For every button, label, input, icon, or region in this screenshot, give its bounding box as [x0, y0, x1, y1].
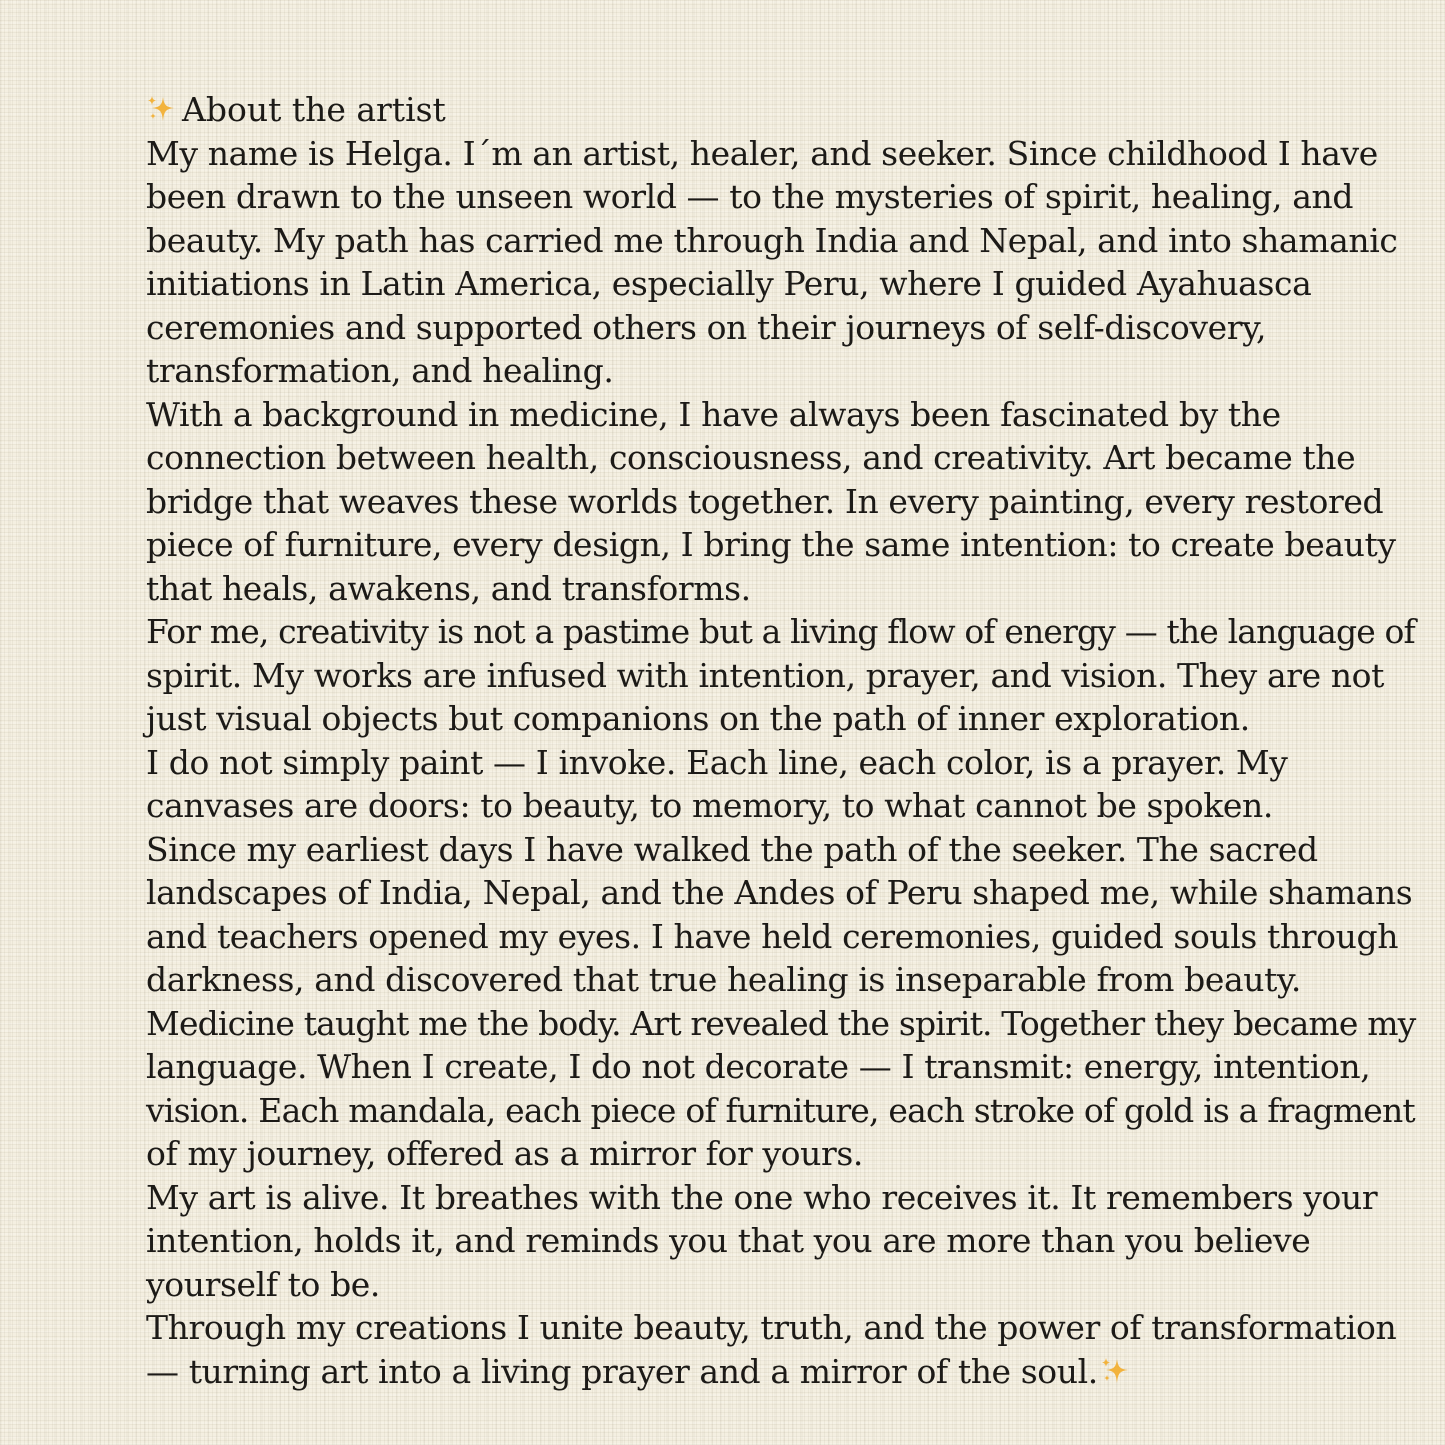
text-line: of my journey, offered as a mirror for yours.	[146, 1134, 863, 1173]
text-line-last	[146, 1350, 1396, 1394]
paragraph-closing	[146, 1306, 1396, 1393]
text-line: darkness, and discovered that true healing is inseparable from beauty.	[146, 960, 1301, 999]
text-line: language. When I create, I do not decorate — I transmit: energy, intention,	[146, 1047, 1371, 1086]
text-line: Through my creations I unite beauty, truth, and the power of transformation	[146, 1308, 1397, 1347]
text-line: and teachers opened my eyes. I have held ceremonies, guided souls through	[146, 916, 1399, 956]
text-line: yourself to be.	[146, 1264, 381, 1304]
text-line: Since my earliest days I have walked the path of the seeker. The sacred	[146, 829, 1318, 869]
sparkles-icon	[146, 94, 176, 124]
text-line: just visual objects but companions on the path of inner exploration.	[146, 699, 1250, 738]
text-line: been drawn to the unseen world — to the mysteries of spirit, healing, and	[146, 177, 1354, 216]
text-line: transformation, and healing.	[146, 351, 614, 390]
about-artist-text	[146, 88, 1416, 1393]
text-line: canvases are doors: to beauty, to memory, to what cannot be spoken.	[146, 786, 1273, 825]
paragraph-invoke	[146, 741, 1396, 828]
text-line: bridge that weaves these worlds together. In every painting, every restored	[146, 481, 1384, 521]
text-line: ceremonies and supported others on their journeys of self-discovery,	[146, 307, 1267, 347]
text-line: piece of furniture, every design, I bring the same intention: to create beauty	[146, 525, 1396, 564]
text-line: spirit. My works are infused with intention, prayer, and vision. They are not	[146, 655, 1384, 695]
text-line: Medicine taught me the body. Art revealed the spirit. Together they became my	[146, 1003, 1416, 1043]
text-line: intention, holds it, and reminds you that you are more than you believe	[146, 1221, 1311, 1260]
text-line: vision. Each mandala, each piece of furniture, each stroke of gold is a fragment	[146, 1090, 1415, 1130]
sparkles-icon	[1100, 1356, 1130, 1386]
paragraph-background	[146, 132, 1396, 393]
page-title	[146, 88, 1396, 132]
paragraph-language	[146, 1002, 1416, 1176]
paragraph-medicine	[146, 393, 1396, 611]
paragraph-creativity	[146, 610, 1415, 741]
text-line: connection between health, consciousness, and creativity. Art became the	[146, 438, 1356, 477]
text-line: My art is alive. It breathes with the one who receives it. It remembers your	[146, 1177, 1378, 1217]
text-line: landscapes of India, Nepal, and the Andes of Peru shaped me, while shamans	[146, 873, 1413, 912]
heading-text: About the artist	[182, 90, 446, 129]
text-line: that heals, awakens, and transforms.	[146, 568, 751, 608]
paragraph-seeker	[146, 828, 1413, 1002]
text-line: initiations in Latin America, especially Peru, where I guided Ayahuasca	[146, 264, 1312, 303]
text-line: For me, creativity is not a pastime but a living flow of energy — the language of	[146, 612, 1415, 651]
text-line: beauty. My path has carried me through India and Nepal, and into shamanic	[146, 220, 1398, 260]
text-line: With a background in medicine, I have always been fascinated by the	[146, 394, 1281, 434]
text-line-last-text: — turning art into a living prayer and a mirror of the soul.	[146, 1351, 1098, 1391]
text-line: I do not simply paint — I invoke. Each line, each color, is a prayer. My	[146, 742, 1288, 782]
text-line: My name is Helga. I´m an artist, healer, and seeker. Since childhood I have	[146, 133, 1378, 173]
paragraph-alive	[146, 1176, 1396, 1307]
